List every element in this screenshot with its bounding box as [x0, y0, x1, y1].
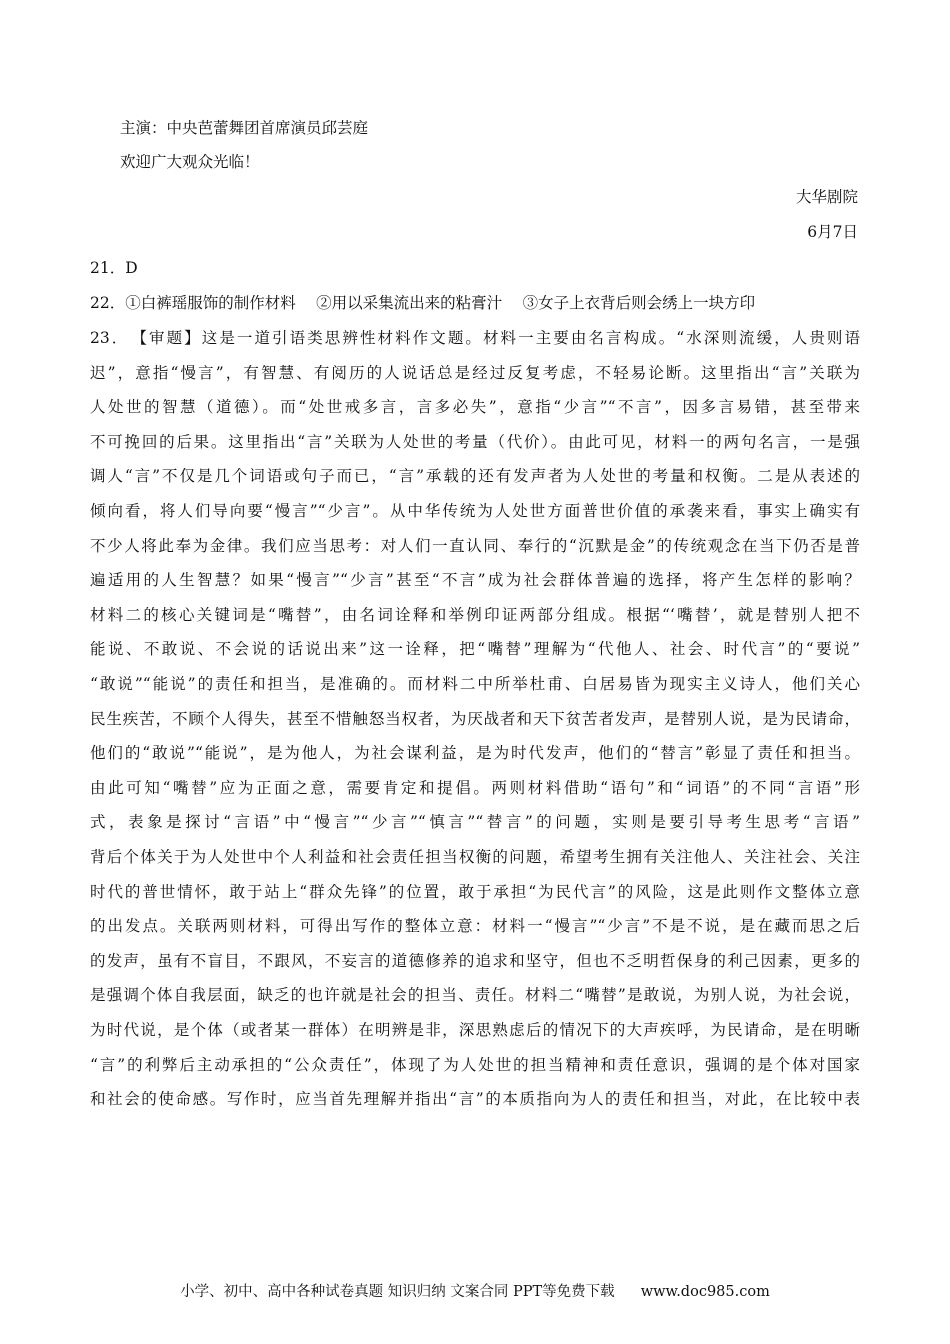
notice-date: 6月7日	[807, 223, 858, 241]
answer-22: 22．①白裤瑶服饰的制作材料 ②用以采集流出来的粘膏汁 ③女子上衣背后则会绣上一块方印	[90, 294, 756, 312]
essay-line: 的出发点。关联两则材料，可得出写作的整体立意：材料一“慢言”“少言”不是不说，是在藏而思之后	[90, 917, 860, 936]
venue-signature: 大华剧院	[795, 188, 858, 206]
essay-line: 是强调个体自我层面，缺乏的也许就是社会的担当、责任。材料二“嘴替”是敢说，为别人说，为社会说，	[90, 986, 860, 1005]
essay-line: 不可挽回的后果。这里指出“言”关联为人处世的考量（代价）。由此可见，材料一的两句名言，一是强	[90, 432, 860, 451]
essay-line: “敢说”“能说”的责任和担当，是准确的。而材料二中所举杜甫、白居易皆为现实主义诗人，他们关心	[90, 675, 860, 693]
performer-line: 主演：中央芭蕾舞团首席演员邱芸庭	[120, 119, 369, 137]
essay-line: 和社会的使命感。写作时，应当首先理解并指出“言”的本质指向为人的责任和担当，对此，在比较中表	[90, 1090, 860, 1109]
essay-line: 由此可知“嘴替”应为正面之意，需要肯定和提倡。两则材料借助“语句”和“词语”的不同“言语”形	[90, 778, 860, 797]
essay-line: 能说、不敢说、不会说的话说出来”这一诠释，把“嘴替”理解为“代他人、社会、时代言”的“要说”	[90, 640, 860, 659]
essay-line: 民生疾苦，不顾个人得失，甚至不惜触怒当权者，为厌战者和天下贫苦者发声，是替别人说，是为民请命，	[90, 709, 860, 728]
footer-url[interactable]: www.doc985.com	[640, 1284, 770, 1300]
essay-line: 人处世的智慧（道德）。而“处世戒多言，言多必失”，意指“少言”“不言”，因多言易错，甚至带来	[90, 398, 860, 417]
essay-line: 遍适用的人生智慧？如果“慢言”“少言”甚至“不言”成为社会群体普遍的选择，将产生怎样的影响？	[90, 571, 860, 590]
essay-line: 迟”，意指“慢言”，有智慧、有阅历的人说话总是经过反复考虑，不轻易论断。这里指出“言”关联为	[90, 363, 860, 382]
page-footer	[0, 1282, 950, 1302]
welcome-line: 欢迎广大观众光临！	[120, 153, 260, 171]
essay-line: 调人“言”不仅是几个词语或句子而已，“言”承载的还有发声者为人处世的考量和权衡。二是从表述的	[90, 467, 860, 486]
essay-line: 的发声，虽有不盲目，不跟风，不妄言的道德修养的追求和坚守，但也不乏明哲保身的利己因素，更多的	[90, 951, 860, 970]
essay-line: “言”的利弊后主动承担的“公众责任”，体现了为人处世的担当精神和责任意识，强调的是个体对国家	[90, 1055, 860, 1074]
essay-line: 为时代说，是个体（或者某一群体）在明辨是非，深思熟虑后的情况下的大声疾呼，为民请命，是在明晰	[90, 1021, 860, 1039]
essay-line: 背后个体关于为人处世中个人利益和社会责任担当权衡的问题，希望考生拥有关注他人、关注社会、关注	[90, 848, 860, 866]
footer-text: 小学、初中、高中各种试卷真题 知识归纳 文案合同 PPT等免费下载	[180, 1284, 615, 1300]
essay-line: 式，表象是探讨“言语”中“慢言”“少言”“慎言”“替言”的问题，实则是要引导考生思考“言语”	[90, 813, 860, 832]
essay-line: 他们的“敢说”“能说”，是为他人，为社会谋利益，是为时代发声，他们的“替言”彰显了责任和担当。	[90, 744, 860, 763]
essay-line: 不少人将此奉为金律。我们应当思考：对人们一直认同、奉行的“沉默是金”的传统观念在当下仍否是普	[90, 536, 860, 555]
essay-line: 时代的普世情怀，敢于站上“群众先锋”的位置，敢于承担“为民代言”的风险，这是此则作文整体立意	[90, 882, 860, 901]
answer-21: 21．D	[90, 259, 138, 277]
essay-line: 23． 【审题】这是一道引语类思辨性材料作文题。材料一主要由名言构成。“水深则流缓，人贵则语	[90, 329, 860, 347]
essay-line: 材料二的核心关键词是“嘴替”，由名词诠释和举例印证两部分组成。根据“‘嘴替’，就是替别人把不	[90, 605, 860, 624]
essay-line: 倾向看，将人们导向要“慢言”“少言”。从中华传统为人处世方面普世价值的承袭来看，事实上确实有	[90, 502, 860, 520]
